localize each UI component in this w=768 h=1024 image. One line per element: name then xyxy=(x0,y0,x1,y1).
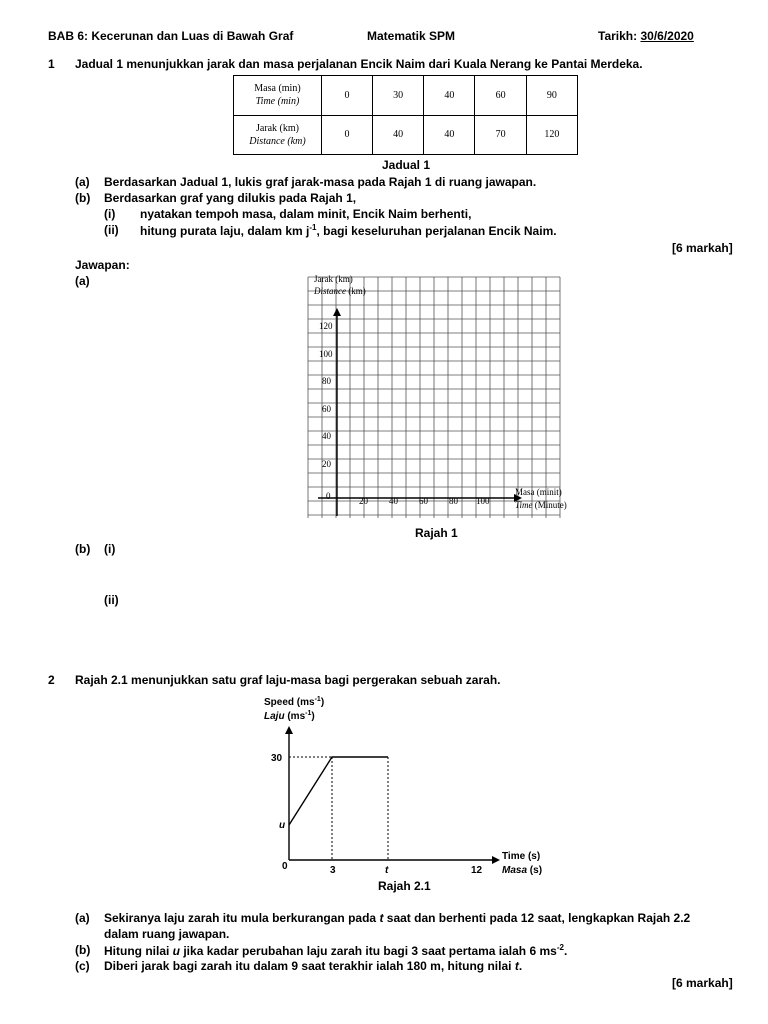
x-tick-label: 60 xyxy=(419,496,428,506)
q1-b-text: Berdasarkan graf yang dilukis pada Rajah 1, xyxy=(104,191,357,205)
table-cell: 70 xyxy=(475,115,526,155)
y-axis-label-ms: Jarak (km) xyxy=(314,274,353,284)
q1-stem: Jadual 1 menunjukkan jarak dan masa perjalanan Encik Naim dari Kuala Nerang ke Pantai Merdeka. xyxy=(75,57,643,71)
q2-number: 2 xyxy=(48,673,55,687)
q2-a-text-line1: Sekiranya laju zarah itu mula berkurangan pada t saat dan berhenti pada 12 saat, lengkapkan Rajah 2.2 xyxy=(104,911,691,925)
table-row-label: Masa (min) Time (min) xyxy=(234,76,322,116)
q2-b-label: (b) xyxy=(75,943,91,957)
x-axis-label-en: Time (s) xyxy=(502,851,541,862)
x-tick-label: 20 xyxy=(359,496,368,506)
y-tick-label: 20 xyxy=(322,459,331,469)
x-tick-3: 3 xyxy=(330,865,336,876)
y-axis-label-en: Speed $(ms^{-1})$ xyxy=(264,696,325,708)
y-tick-30: 30 xyxy=(271,753,283,764)
q2-marks: [6 markah] xyxy=(672,976,733,990)
x-axis-arrow xyxy=(492,856,500,864)
q1-bii-label: (ii) xyxy=(104,223,119,237)
answer-label: Jawapan: xyxy=(75,258,130,272)
graph-caption-2: Rajah 2.1 xyxy=(378,879,431,893)
x-axis-label-en: Time (Minute) xyxy=(515,500,567,510)
table-row xyxy=(234,76,578,116)
y-axis-label-en: Distance (km) xyxy=(314,286,366,296)
graph-caption: Rajah 1 xyxy=(415,526,458,540)
q1-bii-text: hitung purata laju, dalam km $j^{-1}$, bagi keseluruhan perjalanan Encik Naim. xyxy=(140,223,557,238)
q2-c-text: Diberi jarak bagi zarah itu dalam 9 saat terakhir ialah 180 m, hitung nilai t. xyxy=(104,959,523,973)
origin-label: 0 xyxy=(326,491,331,501)
q2-a-label: (a) xyxy=(75,911,90,925)
q2-stem: Rajah 2.1 menunjukkan satu graf laju-masa bagi pergerakan sebuah zarah. xyxy=(75,673,501,687)
table-cell: 40 xyxy=(424,115,475,155)
x-axis-label-ms: Masa (s) xyxy=(502,865,543,876)
x-axis-label-ms: Masa (minit) xyxy=(515,487,562,497)
x-tick-label: 80 xyxy=(449,496,458,506)
y-tick-u: u xyxy=(279,820,286,831)
answer-b-label: (b) xyxy=(75,542,91,556)
table-cell: 90 xyxy=(526,76,577,116)
answer-bii-label: (ii) xyxy=(104,593,119,607)
table-cell: 30 xyxy=(373,76,424,116)
subject-title: Matematik SPM xyxy=(367,29,456,43)
table-cell: 40 xyxy=(373,115,424,155)
table-cell: 60 xyxy=(475,76,526,116)
table-1 xyxy=(233,75,578,155)
speed-line xyxy=(289,757,388,825)
table-cell: 0 xyxy=(321,76,372,116)
q2-c-label: (c) xyxy=(75,959,90,973)
answer-a-label: (a) xyxy=(75,274,90,288)
y-axis-arrow xyxy=(285,726,293,734)
q1-a-text: Berdasarkan Jadual 1, lukis graf jarak-masa pada Rajah 1 di ruang jawapan. xyxy=(104,175,537,189)
q1-a-label: (a) xyxy=(75,175,90,189)
table-caption: Jadual 1 xyxy=(382,158,431,172)
table-cell: 120 xyxy=(526,115,577,155)
y-tick-label: 100 xyxy=(319,349,333,359)
q2-a-text-line2: dalam ruang jawapan. xyxy=(104,927,230,941)
y-axis-label-ms: Laju $(ms^{-1})$ xyxy=(264,710,315,722)
y-tick-label: 60 xyxy=(322,404,331,414)
x-tick-label: 40 xyxy=(389,496,398,506)
q1-bi-label: (i) xyxy=(104,207,116,221)
answer-bi-label: (i) xyxy=(104,542,116,556)
y-axis-arrow xyxy=(333,308,341,316)
q1-bi-text: nyatakan tempoh masa, dalam minit, Encik Naim berhenti, xyxy=(140,207,472,221)
table-row-label: Jarak (km) Distance (km) xyxy=(234,115,322,155)
date: Tarikh: 30/6/2020 xyxy=(598,29,694,43)
q1-marks: [6 markah] xyxy=(672,241,733,255)
x-tick-12: 12 xyxy=(471,865,483,876)
y-tick-label: 40 xyxy=(322,431,331,441)
table-cell: 40 xyxy=(424,76,475,116)
q1-b-label: (b) xyxy=(75,191,91,205)
chapter-title: BAB 6: Kecerunan dan Luas di Bawah Graf xyxy=(48,29,294,43)
origin-label: 0 xyxy=(282,861,288,872)
y-tick-label: 120 xyxy=(319,321,333,331)
q1-number: 1 xyxy=(48,57,55,71)
y-tick-label: 80 xyxy=(322,376,331,386)
q2-b-text: Hitung nilai u jika kadar perubahan laju zarah itu bagi 3 saat pertama ialah 6 $ms^{-2}$. xyxy=(104,943,568,958)
table-cell: 0 xyxy=(321,115,372,155)
x-tick-label: 100 xyxy=(476,496,490,506)
table-row xyxy=(234,115,578,155)
rajah-2-1-graph xyxy=(262,692,562,878)
rajah-1-graph xyxy=(300,270,590,522)
x-tick-t: t xyxy=(385,865,389,876)
